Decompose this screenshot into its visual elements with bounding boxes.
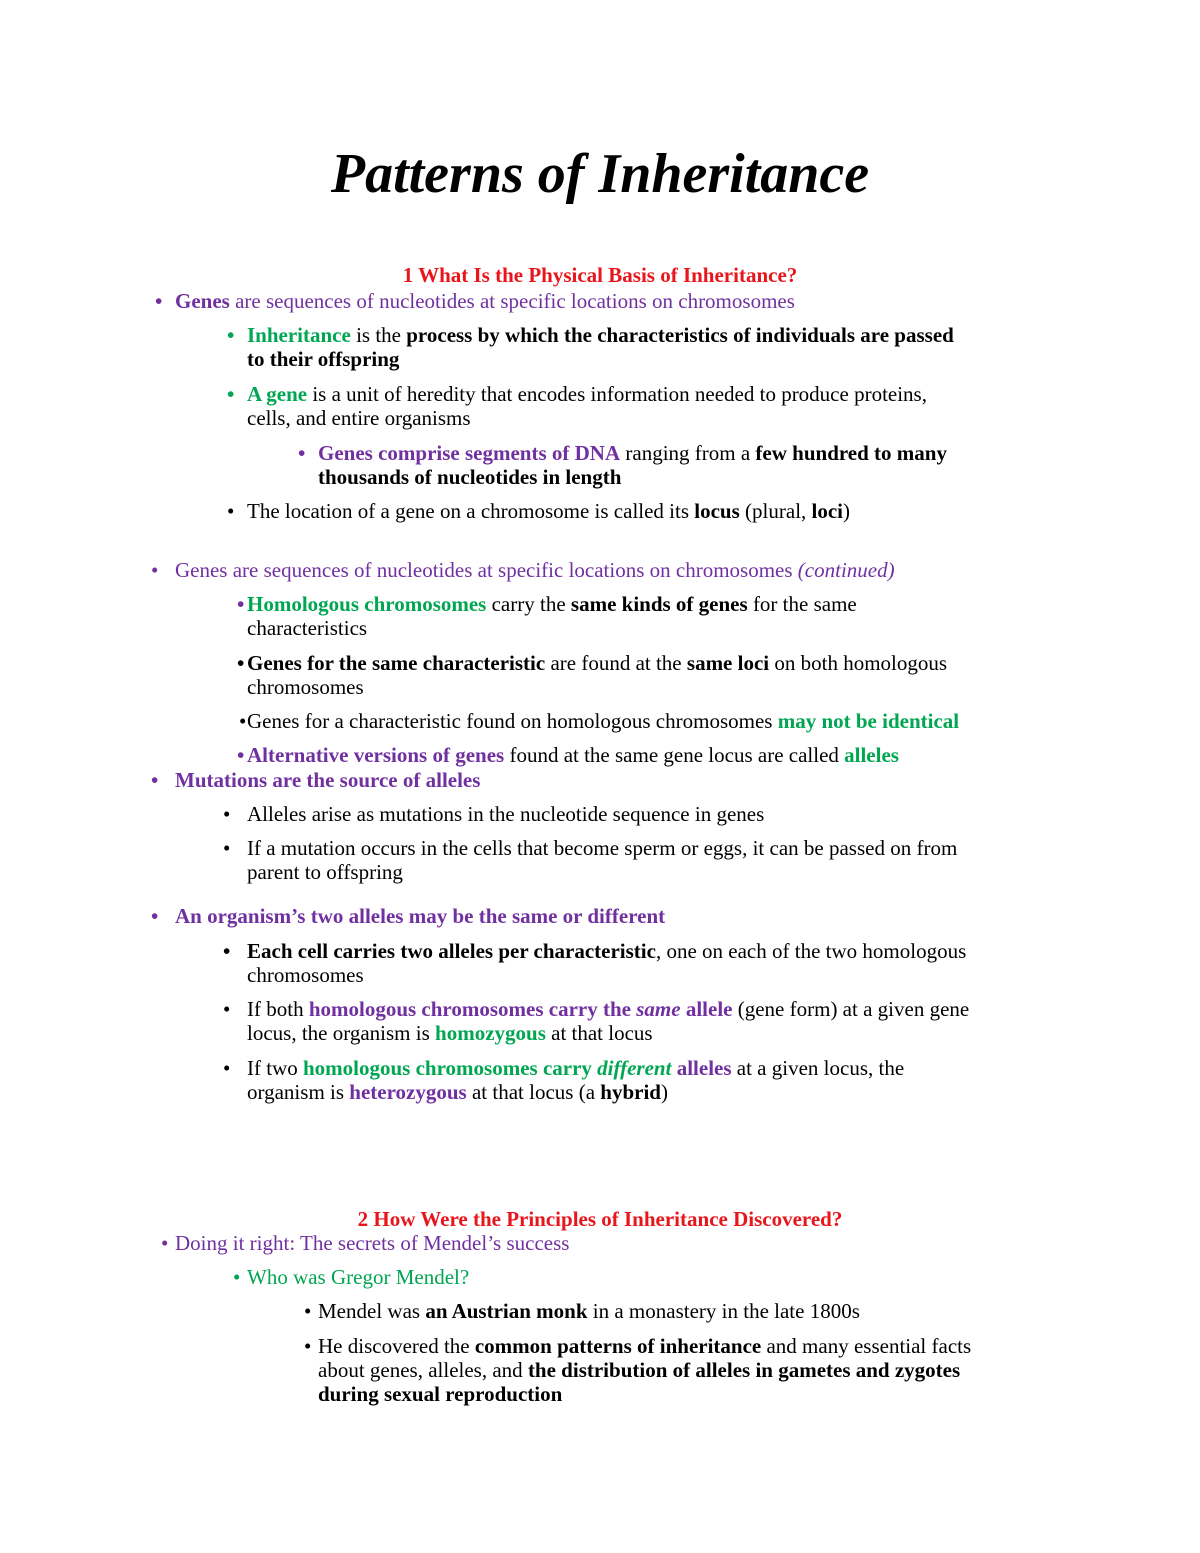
bullet-gene-segments-cont: thousands of nucleotides in length [318,465,622,489]
bullet-if-both-cont: locus, the organism is homozygous at that locus [247,1021,653,1045]
bullet-locus: • The location of a gene on a chromosome is called its locus (plural, loci) [227,499,851,523]
bullet-austrian-monk: • Mendel was an Austrian monk in a monastery in the late 1800s [304,1299,860,1323]
bullet-doing-it-right: • Doing it right: The secrets of Mendel’s success [161,1231,570,1255]
bullet-mutations: • Mutations are the source of alleles [151,768,481,792]
bullet-each-cell-cont: chromosomes [247,963,364,987]
section-1-heading: 1 What Is the Physical Basis of Inheritance? [402,263,798,287]
bullet-if-both: • If both homologous chromosomes carry the same allele (gene form) at a given gene [223,997,970,1021]
bullet-who-was-mendel: • Who was Gregor Mendel? [233,1265,470,1289]
bullet-homologous: • Homologous chromosomes carry the same kinds of genes for the same [237,592,857,616]
page-title: Patterns of Inheritance [330,143,870,205]
bullet-a-gene: • A gene is a unit of heredity that encodes information needed to produce proteins, [227,382,927,406]
bullet-discovered: • He discovered the common patterns of inheritance and many essential facts [304,1334,972,1358]
bullet-inheritance: • Inheritance is the process by which the characteristics of individuals are passed [227,323,954,347]
bullet-each-cell: • Each cell carries two alleles per characteristic, one on each of the two homologous [223,939,967,963]
section-2-heading: 2 How Were the Principles of Inheritance Discovered? [357,1207,843,1231]
bullet-homologous-cont: characteristics [247,616,368,640]
bullet-discovered-cont: about genes, alleles, and the distribution of alleles in gametes and zygotes [318,1358,961,1382]
bullet-alternative-versions: • Alternative versions of genes found at the same gene locus are called alleles [237,743,899,767]
bullet-if-mutation-cont: parent to offspring [247,860,403,884]
bullet-genes: • Genes are sequences of nucleotides at specific locations on chromosomes [155,289,795,313]
bullet-same-loci: • Genes for the same characteristic are found at the same loci on both homologous [237,651,948,675]
bullet-if-two: • If two homologous chromosomes carry different alleles at a given locus, the [223,1056,905,1080]
bullet-alleles-arise: • Alleles arise as mutations in the nucleotide sequence in genes [223,802,765,826]
bullet-if-two-cont: organism is heterozygous at that locus (a hybrid) [247,1080,668,1104]
bullet-discovered-cont-2: during sexual reproduction [318,1382,563,1406]
bullet-gene-segments: • Genes comprise segments of DNA ranging from a few hundred to many [298,441,947,465]
bullet-not-identical: • Genes for a characteristic found on homologous chromosomes may not be identical [239,709,960,733]
bullet-a-gene-cont: cells, and entire organisms [247,406,471,430]
bullet-same-loci-cont: chromosomes [247,675,364,699]
bullet-two-alleles: • An organism’s two alleles may be the same or different [151,904,666,928]
bullet-genes-continued: • Genes are sequences of nucleotides at specific locations on chromosomes (continued) [151,558,895,582]
bullet-if-mutation: • If a mutation occurs in the cells that become sperm or eggs, it can be passed on from [223,836,958,860]
bullet-inheritance-cont: to their offspring [247,347,400,371]
